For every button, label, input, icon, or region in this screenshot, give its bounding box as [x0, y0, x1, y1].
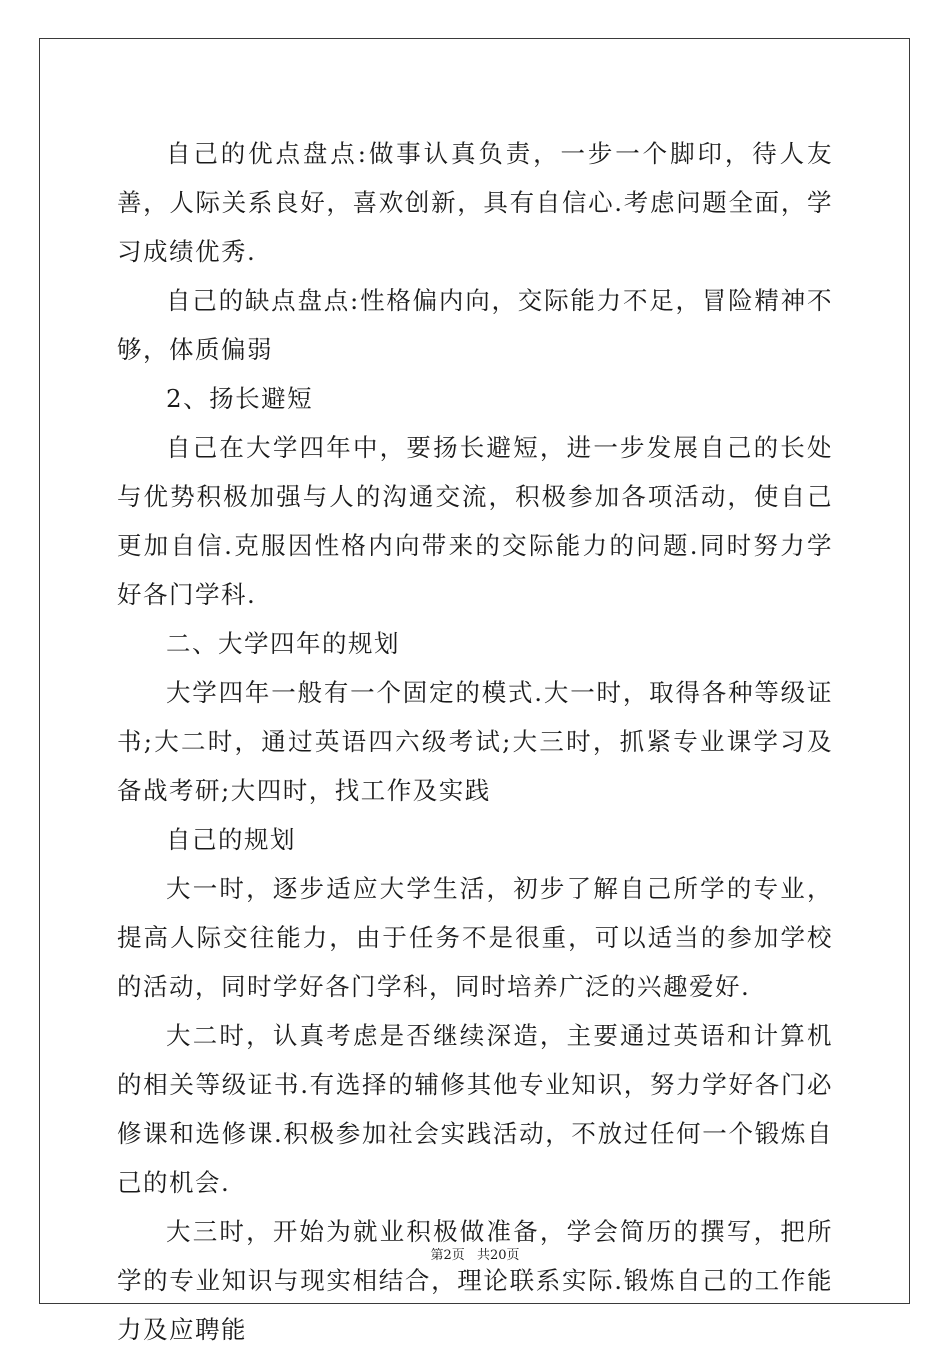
paragraph-weaknesses: 自己的缺点盘点:性格偏内向，交际能力不足，冒险精神不够，体质偏弱 [117, 286, 833, 364]
paragraph-strengths-plan: 自己在大学四年中，要扬长避短，进一步发展自己的长处与优势积极加强与人的沟通交流，积极参加各项活动，使自己更加自信.克服因性格内向带来的交际能力的问题.同时努力学好各门学科. [117, 433, 833, 609]
paragraph-general-model: 大学四年一般有一个固定的模式.大一时，取得各种等级证书;大二时，通过英语四六级考试;大三时，抓紧专业课学习及备战考研;大四时，找工作及实践 [117, 678, 833, 805]
current-page-label: 第2页 [430, 1248, 465, 1263]
section-heading-my-plan: 自己的规划 [166, 825, 296, 854]
paragraph-strengths: 自己的优点盘点:做事认真负责，一步一个脚印，待人友善，人际关系良好，喜欢创新，具有自信心.考虑问题全面，学习成绩优秀. [117, 139, 833, 266]
page-footer [0, 1244, 950, 1263]
paragraph-freshman: 大一时，逐步适应大学生活，初步了解自己所学的专业，提高人际交往能力，由于任务不是很重，可以适当的参加学校的活动，同时学好各门学科，同时培养广泛的兴趣爱好. [117, 874, 833, 1001]
paragraph-junior: 大三时，开始为就业积极做准备，学会简历的撰写，把所学的专业知识与现实相结合，理论联系实际.锻炼自己的工作能力及应聘能 [117, 1217, 833, 1344]
total-pages-label: 共20页 [476, 1248, 520, 1263]
section-heading-four-year-plan: 二、大学四年的规划 [166, 629, 400, 658]
document-body [117, 129, 833, 1354]
section-heading-strengths: 2、扬长避短 [166, 384, 314, 413]
paragraph-sophomore: 大二时，认真考虑是否继续深造，主要通过英语和计算机的相关等级证书.有选择的辅修其他专业知识，努力学好各门必修课和选修课.积极参加社会实践活动，不放过任何一个锻炼自己的机会. [117, 1021, 833, 1197]
